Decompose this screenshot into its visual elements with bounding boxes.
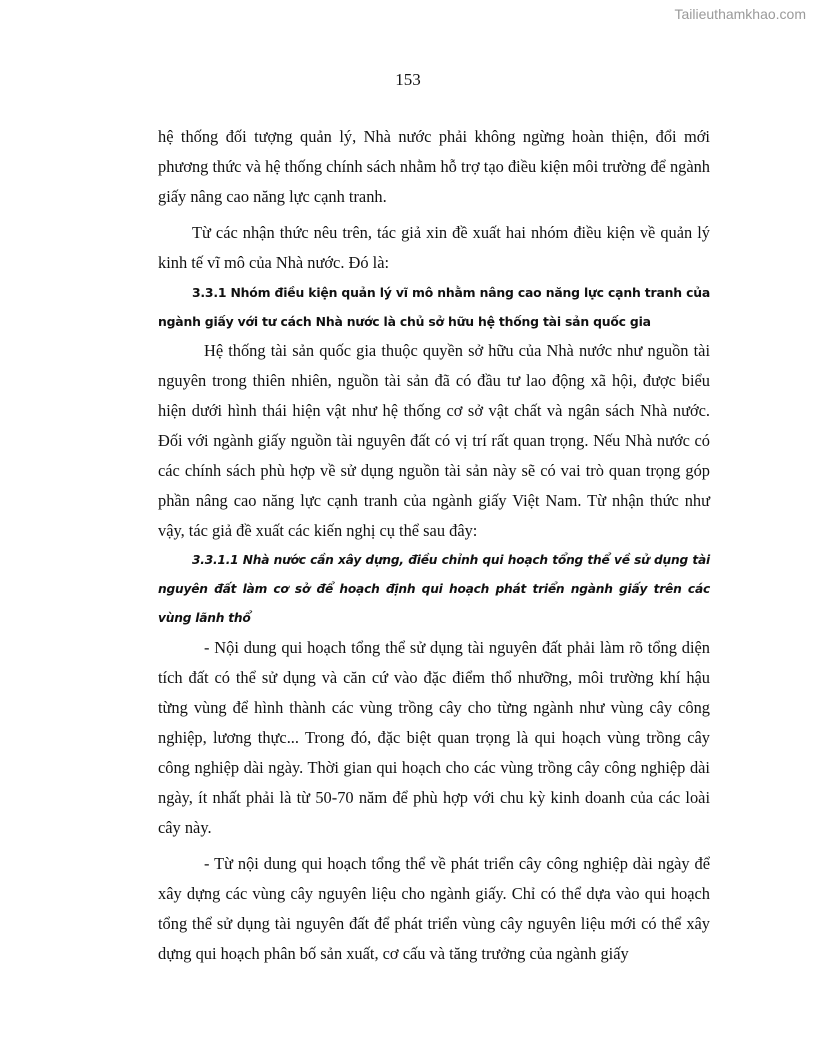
section-heading-3-3-1: 3.3.1 Nhóm điều kiện quản lý vĩ mô nhằm nâng cao năng lực cạnh tranh của ngành giấy với tư cách Nhà nước là chủ sở hữu hệ thống tài sản quốc gia xyxy=(158,285,710,329)
paragraph-material-zones: - Từ nội dung qui hoạch tổng thể về phát triển cây công nghiệp dài ngày để xây dựng các vùng cây nguyên liệu cho ngành giấy. Chỉ có thể dựa vào qui hoạch tổng thể sử dụng tài nguyên đất để phát triển vùng cây nguyên liệu mới có thể xây dựng qui hoạch phân bố sản xuất, cơ cấu và tăng trưởng của ngành giấy xyxy=(158,854,710,963)
watermark: Tailieuthamkhao.com xyxy=(674,6,806,22)
paragraph-intro-continuation: hệ thống đối tượng quản lý, Nhà nước phải không ngừng hoàn thiện, đổi mới phương thức và hệ thống chính sách nhằm hỗ trợ tạo điều kiện môi trường để ngành giấy nâng cao năng lực cạnh tranh. xyxy=(158,127,710,206)
paragraph-land-planning: - Nội dung qui hoạch tổng thể sử dụng tài nguyên đất phải làm rõ tổng diện tích đất có thể sử dụng và căn cứ vào đặc điểm thổ nhưỡng, môi trường khí hậu từng vùng để hình thành các vùng trồng cây cho từng ngành như vùng cây công nghiệp, lương thực... Trong đó, đặc biệt quan trọng là qui hoạch vùng trồng cây công nghiệp dài ngày. Thời gian qui hoạch cho các vùng trồng cây công nghiệp dài ngày, ít nhất phải là từ 50-70 năm để phù hợp với chu kỳ kinh doanh của các loài cây này. xyxy=(158,638,710,837)
subsection-heading-3-3-1-1: 3.3.1.1 Nhà nước cần xây dựng, điều chỉnh qui hoạch tổng thể về sử dụng tài nguyên đất làm cơ sở để hoạch định qui hoạch phát triển ngành giấy trên các vùng lãnh thổ xyxy=(158,553,710,625)
paragraph-national-assets: Hệ thống tài sản quốc gia thuộc quyền sở hữu của Nhà nước như nguồn tài nguyên trong thiên nhiên, nguồn tài sản đã có đầu tư lao động xã hội, được biểu hiện dưới hình thái hiện vật như hệ thống cơ sở vật chất và ngân sách Nhà nước. Đối với ngành giấy nguồn tài nguyên đất có vị trí rất quan trọng. Nếu Nhà nước có các chính sách phù hợp về sử dụng nguồn tài sản này sẽ có vai trò quan trọng góp phần nâng cao năng lực cạnh tranh của ngành giấy Việt Nam. Từ nhận thức như vậy, tác giả đề xuất các kiến nghị cụ thể sau đây: xyxy=(158,341,710,540)
document-body xyxy=(158,122,710,969)
page-number: 153 xyxy=(395,70,421,89)
paragraph-proposal: Từ các nhận thức nêu trên, tác giả xin đề xuất hai nhóm điều kiện về quản lý kinh tế vĩ mô của Nhà nước. Đó là: xyxy=(158,223,710,272)
